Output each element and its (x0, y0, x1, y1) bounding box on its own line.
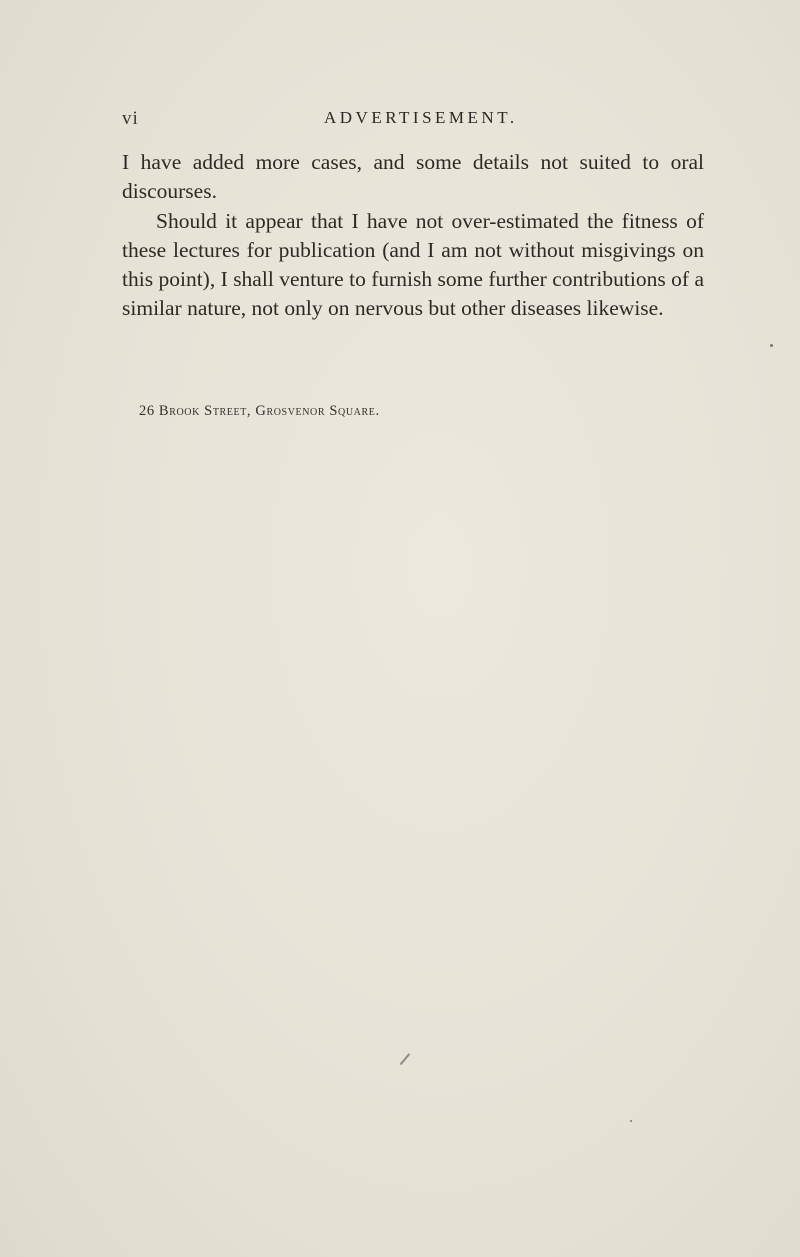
paragraph-2: Should it appear that I have not over-estimated the fitness of these lectures for publication (and I am not without misgivings on this point), I shall venture to furnish some further contributions of a similar nature, not only on nervous but other diseases likewise. (122, 208, 704, 321)
pencil-mark (400, 1053, 410, 1065)
paragraph-1: I have added more cases, and some details not suited to oral discourses. (122, 150, 704, 204)
page-number: vi (122, 108, 139, 129)
address-signoff: 26 Brook Street, Grosvenor Square. (139, 403, 380, 419)
running-head (122, 108, 702, 134)
ink-speck (630, 1120, 632, 1122)
ink-speck (770, 344, 773, 347)
body-text (122, 148, 704, 324)
page-title: ADVERTISEMENT. (324, 108, 518, 127)
